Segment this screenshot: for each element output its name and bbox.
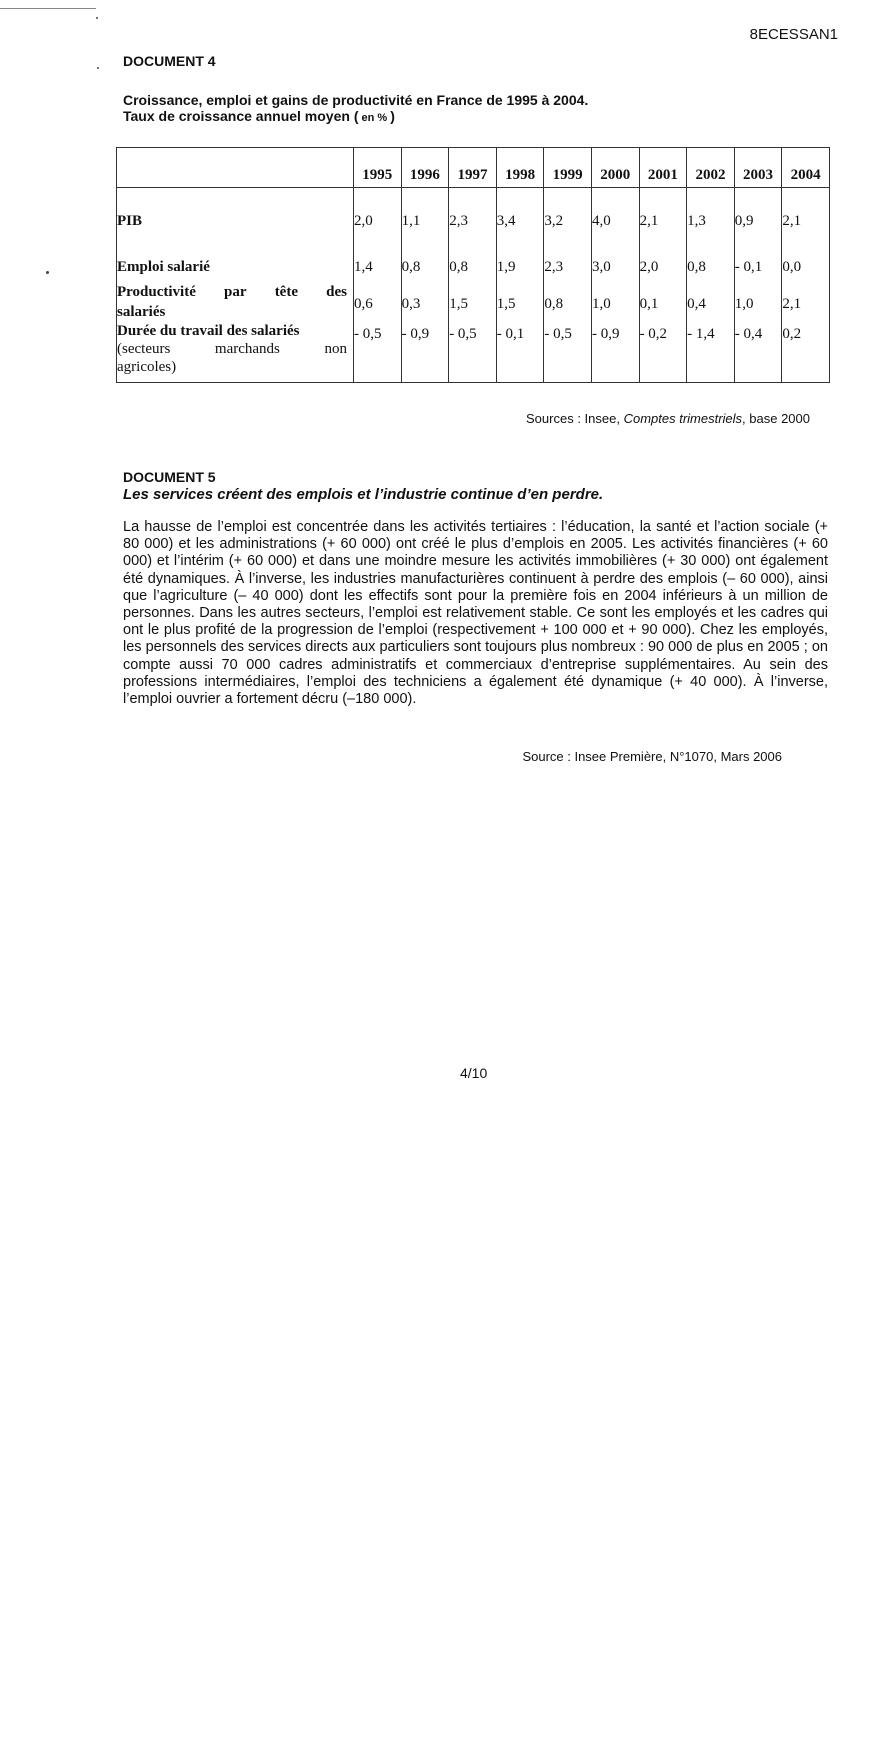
table-cell: - 1,4 (687, 322, 735, 383)
year-header: 1997 (449, 148, 497, 188)
table-cell: 4,0 (591, 188, 639, 235)
year-header: 1999 (544, 148, 592, 188)
table-cell: 0,0 (782, 234, 830, 280)
table-row-productivite (117, 280, 830, 322)
year-header: 2001 (639, 148, 687, 188)
row-label-duree (117, 322, 354, 383)
table-cell: 3,0 (591, 234, 639, 280)
table-row-duree (117, 322, 830, 383)
document-5-title: DOCUMENT 5 (123, 469, 216, 485)
row-label-emploi: Emploi salarié (117, 234, 354, 280)
page-number: 4/10 (460, 1065, 488, 1081)
table-cell: 1,1 (401, 188, 449, 235)
table-cell: - 0,5 (449, 322, 497, 383)
table-header-row (117, 148, 830, 188)
row-label-duree-line1: Durée du travail des salariés (117, 323, 300, 339)
table-cell: 2,3 (449, 188, 497, 235)
table-cell: 3,4 (496, 188, 544, 235)
table-cell: - 0,9 (401, 322, 449, 383)
document-5-body: La hausse de l’emploi est concentrée dans les activités tertiaires : l’éducation, la santé et l’action sociale (+ 80 000) et les administrations (+ 60 000) ont créé le plus d’emplois en 2005. Les activités financières (+ 60 000) et l’intérim (+ 60 000) et dans une moindre mesure les activités immobilières (+ 30 000) ont également été dynamiques. À l’inverse, les industries manufacturières continuent à perdre des emplois (– 60 000), ainsi que l’agriculture (– 40 000) dont les effectifs sont pour la première fois en 2004 inférieurs à un million de personnes. Dans les autres secteurs, l’emploi est relativement stable. Ce sont les employés et les cadres qui ont le plus profité de la progression de l’emploi (respectivement + 100 000 et + 90 000). Chez les employés, les personnels des services directs aux particuliers sont toujours plus nombreux : 90 000 de plus en 2005 ; on compte aussi 70 000 cadres administratifs et commerciaux d’entreprise supplémentaires. Au sein des professions intermédiaires, l’emploi des techniciens a également été dynamique (+ 40 000). À l’inverse, l’emploi ouvrier a fortement décru (–180 000). (123, 519, 828, 708)
year-header: 2003 (734, 148, 782, 188)
row-label-productivite-line2: salariés (117, 304, 166, 320)
label-word: (secteurs (117, 341, 171, 357)
label-word: Productivité (117, 284, 196, 300)
year-header: 1998 (496, 148, 544, 188)
label-word: non (324, 341, 347, 357)
document-4-subtitle-line2 (123, 108, 588, 126)
subtitle-line2-end: ) (390, 108, 395, 124)
document-code: 8ECESSAN1 (749, 26, 838, 43)
year-header: 1996 (401, 148, 449, 188)
table-cell: 1,5 (449, 280, 497, 322)
table-cell: - 0,2 (639, 322, 687, 383)
subtitle-line2-main: Taux de croissance annuel moyen ( (123, 108, 359, 124)
table-cell: 2,1 (782, 188, 830, 235)
label-word: tête (274, 284, 298, 300)
table-cell: 2,3 (544, 234, 592, 280)
top-rule (0, 8, 96, 9)
year-header: 2000 (591, 148, 639, 188)
subtitle-line2-unit: en % (358, 112, 391, 124)
table-cell: 1,4 (354, 234, 402, 280)
table-cell: - 0,4 (734, 322, 782, 383)
table-cell: 0,2 (782, 322, 830, 383)
source-prefix: Sources : Insee, (526, 411, 624, 426)
row-label-productivite-line1 (117, 282, 353, 302)
table-row-emploi (117, 234, 830, 280)
table-cell: 0,9 (734, 188, 782, 235)
table-cell: 2,1 (639, 188, 687, 235)
label-word: par (224, 284, 247, 300)
table-cell: 0,3 (401, 280, 449, 322)
table-cell: - 0,1 (734, 234, 782, 280)
document-5-subtitle: Les services créent des emplois et l’industrie continue d’en perdre. (123, 486, 604, 503)
scan-speck (97, 67, 99, 69)
table-cell: 1,0 (591, 280, 639, 322)
table-cell: 1,5 (496, 280, 544, 322)
table-corner-cell (117, 148, 354, 188)
document-4-title: DOCUMENT 4 (123, 53, 216, 69)
source-italic: Comptes trimestriels (623, 411, 743, 426)
table-cell: 1,3 (687, 188, 735, 235)
document-4-subtitle (123, 92, 588, 126)
growth-table (116, 147, 830, 383)
year-header: 2004 (782, 148, 830, 188)
table-cell: 0,8 (401, 234, 449, 280)
table-row-pib (117, 188, 830, 235)
document-4-source (526, 411, 810, 426)
table-cell: 0,6 (354, 280, 402, 322)
table-cell: 0,1 (639, 280, 687, 322)
table-cell: 2,1 (782, 280, 830, 322)
row-label-duree-line2 (117, 340, 353, 358)
table-cell: - 0,5 (544, 322, 592, 383)
source-suffix: , base 2000 (742, 411, 810, 426)
scan-speck (96, 17, 98, 19)
document-4-subtitle-line1: Croissance, emploi et gains de productivité en France de 1995 à 2004. (123, 92, 589, 108)
table-cell: 2,0 (354, 188, 402, 235)
table-cell: - 0,1 (496, 322, 544, 383)
document-5-source: Source : Insee Première, N°1070, Mars 2006 (522, 749, 782, 764)
table-cell: 0,4 (687, 280, 735, 322)
table-cell: 1,9 (496, 234, 544, 280)
table-cell: - 0,5 (354, 322, 402, 383)
year-header: 2002 (687, 148, 735, 188)
table-cell: - 0,9 (591, 322, 639, 383)
label-word: des (326, 284, 347, 300)
label-word: marchands (214, 341, 280, 357)
table-cell: 0,8 (687, 234, 735, 280)
table-cell: 0,8 (449, 234, 497, 280)
table-cell: 0,8 (544, 280, 592, 322)
row-label-pib: PIB (117, 188, 354, 235)
table-cell: 2,0 (639, 234, 687, 280)
row-label-duree-line3: agricoles) (117, 359, 177, 375)
table-cell: 3,2 (544, 188, 592, 235)
scan-speck (46, 271, 49, 274)
row-label-productivite (117, 280, 354, 322)
year-header: 1995 (354, 148, 402, 188)
table-cell: 1,0 (734, 280, 782, 322)
